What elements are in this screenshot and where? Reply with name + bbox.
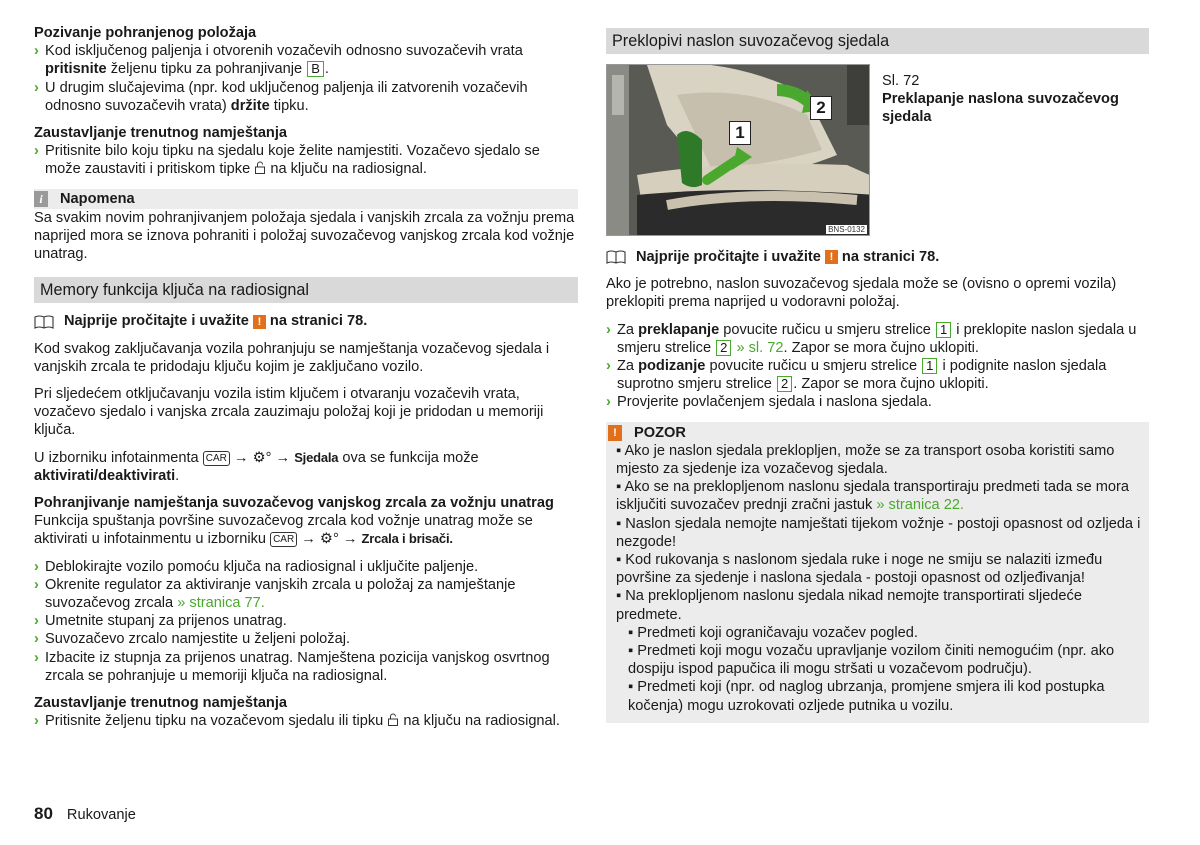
list-item: › Suvozačevo zrcalo namjestite u željeni položaj. xyxy=(34,631,351,648)
page-footer xyxy=(34,804,136,824)
reverse-mirror-text: Funkcija spuštanja površine suvozačevog zrcala kod vožnje unatrag može se aktivirati u infotainmentu u izborniku CAR → ⚙° → Zrcala i brisači. xyxy=(34,513,533,548)
car-button-icon: CAR xyxy=(270,532,297,547)
list-item: › Kod isključenog paljenja i otvorenih vozačevih odnosno suvozačevih vrata pritisnite željenu tipku za pohranjivanje B . xyxy=(34,43,523,78)
section-title-memory: Memory funkcija ključa na radiosignal xyxy=(34,277,578,303)
read-first-line: Najprije pročitajte i uvažite ! na stranici 78. xyxy=(606,248,1149,266)
page-link[interactable]: » stranica 22. xyxy=(876,497,964,514)
warning-item: ▪ Na preklopljenom naslonu sjedala nikad nemojte transportirati sljedeće predmete. xyxy=(616,588,1082,623)
unlock-key-icon xyxy=(254,161,266,174)
warning-subitem: ▪ Predmeti koji mogu vozaču upravljanje vozilom činiti nemogućim (npr. ako dospiju ispod papučica ili mogu stršati u vozačevom području). xyxy=(628,643,1115,678)
arrow-bullet-icon: › xyxy=(606,358,611,375)
right-column xyxy=(606,24,1149,723)
warning-item: ▪ Ako se na preklopljenom naslonu sjedala transportiraju predmeti tada se mora isključiti suvozačev prednji zračni jastuk » stranica 22. xyxy=(616,479,1130,514)
car-button-icon: CAR xyxy=(203,451,230,466)
arrow-bullet-icon: › xyxy=(34,576,39,593)
warning-item: ▪ Ako je naslon sjedala preklopljen, može se za transport osoba koristiti samo mjesto za sjedenje iza vozačevog sjedala. xyxy=(616,442,1115,478)
arrow-bullet-icon: › xyxy=(606,394,611,411)
list-item: › Za podizanje povucite ručicu u smjeru strelice 1 i podignite naslon sjedala suprotno smjeru strelice 2 . Zapor se mora čujno uklopiti. xyxy=(606,358,1107,393)
list-item: › Deblokirajte vozilo pomoću ključa na radiosignal i uključite paljenje. xyxy=(34,558,479,575)
figure-link[interactable]: » sl. 72 xyxy=(736,339,784,356)
arrow-bullet-icon: › xyxy=(34,558,39,575)
page-link[interactable]: » stranica 77. xyxy=(177,595,265,612)
read-first-line: Najprije pročitajte i uvažite ! na stranici 78. xyxy=(34,312,578,330)
figure-caption xyxy=(870,64,1149,236)
figure-block xyxy=(606,64,1149,236)
settings-icon: ⚙° xyxy=(319,531,339,548)
arrow-bullet-icon: › xyxy=(606,321,611,338)
warning-icon: ! xyxy=(253,315,266,329)
recall-position-heading: Pozivanje pohranjenog položaja xyxy=(34,25,257,41)
menu-seats: Sjedala xyxy=(294,449,339,465)
arrow-bullet-icon: › xyxy=(34,713,39,730)
page-number: 80 xyxy=(34,804,53,823)
chapter-title: Rukovanje xyxy=(66,807,136,823)
fold-intro: Ako je potrebno, naslon suvozačevog sjedala može se (ovisno o opremi vozila) preklopiti prema naprijed u vodoravni položaj. xyxy=(606,276,1117,311)
note-heading: i Napomena xyxy=(34,189,578,209)
key-2-label: 2 xyxy=(716,340,731,356)
settings-icon: ⚙° xyxy=(252,449,272,466)
steps-list xyxy=(34,558,578,685)
key-1-label: 1 xyxy=(922,358,937,374)
list-item: › Za preklapanje povucite ručicu u smjeru strelice 1 i preklopite naslon sjedala u smjeru strelice 2 » sl. 72. Zapor se mora čujno uklopiti. xyxy=(606,321,1137,356)
list-item: › Pritisnite bilo koju tipku na sjedalu koje želite namjestiti. Vozačevo sjedalo se može zaustaviti i pritiskom tipke na ključu na radiosignal. xyxy=(34,143,540,178)
seat-illustration xyxy=(607,65,870,235)
warning-subitem: ▪ Predmeti koji ograničavaju vozačev pogled. xyxy=(628,624,918,641)
book-icon xyxy=(34,315,54,329)
arrow-bullet-icon: › xyxy=(34,613,39,630)
note-text: Sa svakim novim pohranjivanjem položaja sjedala i vanjskih zrcala za vožnju prema naprijed mora se iznova pohraniti i položaj suvozačevog vanjskog zrcala kod vožnje unatrag. xyxy=(34,209,575,263)
list-item: › Izbacite iz stupnja za prijenos unatrag. Namještena pozicija vanjskog osvrtnog zrcala se pohranjuje u memoriji ključa na radiosignal. xyxy=(34,649,550,684)
menu-mirrors: Zrcala i brisači. xyxy=(361,531,453,547)
stop-adjustment-heading: Zaustavljanje trenutnog namještanja xyxy=(34,125,288,142)
figure-title: Preklapanje naslona suvozačevog sjedala xyxy=(882,91,1119,126)
arrow-bullet-icon: › xyxy=(34,43,39,60)
seat-figure-image xyxy=(606,64,870,236)
info-icon: i xyxy=(34,191,48,207)
callout-2: 2 xyxy=(810,96,832,120)
key-1-label: 1 xyxy=(936,322,951,338)
figure-number: Sl. 72 xyxy=(882,73,920,89)
figure-id: BNS-0132 xyxy=(828,225,866,234)
warning-icon: ! xyxy=(825,250,838,264)
key-b-label: B xyxy=(307,61,324,77)
warning-item: ▪ Naslon sjedala nemojte namještati tijekom vožnje - postoji opasnost od ozljeda i nezgode! xyxy=(616,515,1141,550)
book-icon xyxy=(606,250,626,264)
fold-steps xyxy=(606,321,1149,412)
warning-heading: ! POZOR xyxy=(606,422,1149,442)
list-item: › U drugim slučajevima (npr. kod uključenog paljenja ili zatvorenih vozačevih odnosno suvozačevih vrata) držite tipku. xyxy=(34,79,528,114)
memory-paragraph-2: Pri sljedećem otključavanju vozila istim ključem i otvaranju vozačevih vrata, vozačevo sjedalo i vanjska zrcala zauzimaju položaj koji je pridodan u memoriji ključa. xyxy=(34,386,544,439)
list-item: › Okrenite regulator za aktiviranje vanjskih zrcala u položaj za namještanje suvozačevog zrcala » stranica 77. xyxy=(34,576,516,612)
warning-subitem: ▪ Predmeti koji (npr. od naglog ubrzanja, promjene smjera ili kod postupka kočenja) mogu uzrokovati ozljede putnika u vozilu. xyxy=(628,679,1105,714)
list-item: › Umetnite stupanj za prijenos unatrag. xyxy=(34,613,287,630)
callout-1: 1 xyxy=(729,121,751,145)
left-column xyxy=(34,24,578,731)
arrow-bullet-icon: › xyxy=(34,79,39,96)
arrow-bullet-icon: › xyxy=(34,649,39,666)
warning-icon: ! xyxy=(608,425,622,441)
unlock-key-icon xyxy=(387,713,399,726)
warning-box xyxy=(606,422,1149,723)
list-item: › Pritisnite željenu tipku na vozačevom sjedalu ili tipku na ključu na radiosignal. xyxy=(34,713,560,730)
stop-adjustment-heading-2: Zaustavljanje trenutnog namještanja xyxy=(34,695,288,712)
reverse-mirror-heading: Pohranjivanje namještanja suvozačevog vanjskog zrcala za vožnju unatrag xyxy=(34,495,554,512)
section-title-fold-backrest: Preklopivi naslon suvozačevog sjedala xyxy=(606,28,1149,54)
key-2-label: 2 xyxy=(777,376,792,392)
warning-item: ▪ Kod rukovanja s naslonom sjedala ruke i noge ne smiju se nalaziti između površine za sjedenje i naslona sjedala - postoji opasnost od ozljeđivanja! xyxy=(616,552,1103,587)
arrow-bullet-icon: › xyxy=(34,143,39,160)
memory-paragraph-1: Kod svakog zaključavanja vozila pohranjuju se namještanja vozačevog sjedala i vanjskih zrcala te pridodaju ključu kojim je zaključano vozilo. xyxy=(34,340,550,375)
arrow-bullet-icon: › xyxy=(34,631,39,648)
memory-paragraph-3: U izborniku infotainmenta CAR → ⚙° → Sjedala ova se funkcija može aktivirati/deaktivirati. xyxy=(34,449,479,484)
list-item: › Provjerite povlačenjem sjedala i naslona sjedala. xyxy=(606,394,932,411)
